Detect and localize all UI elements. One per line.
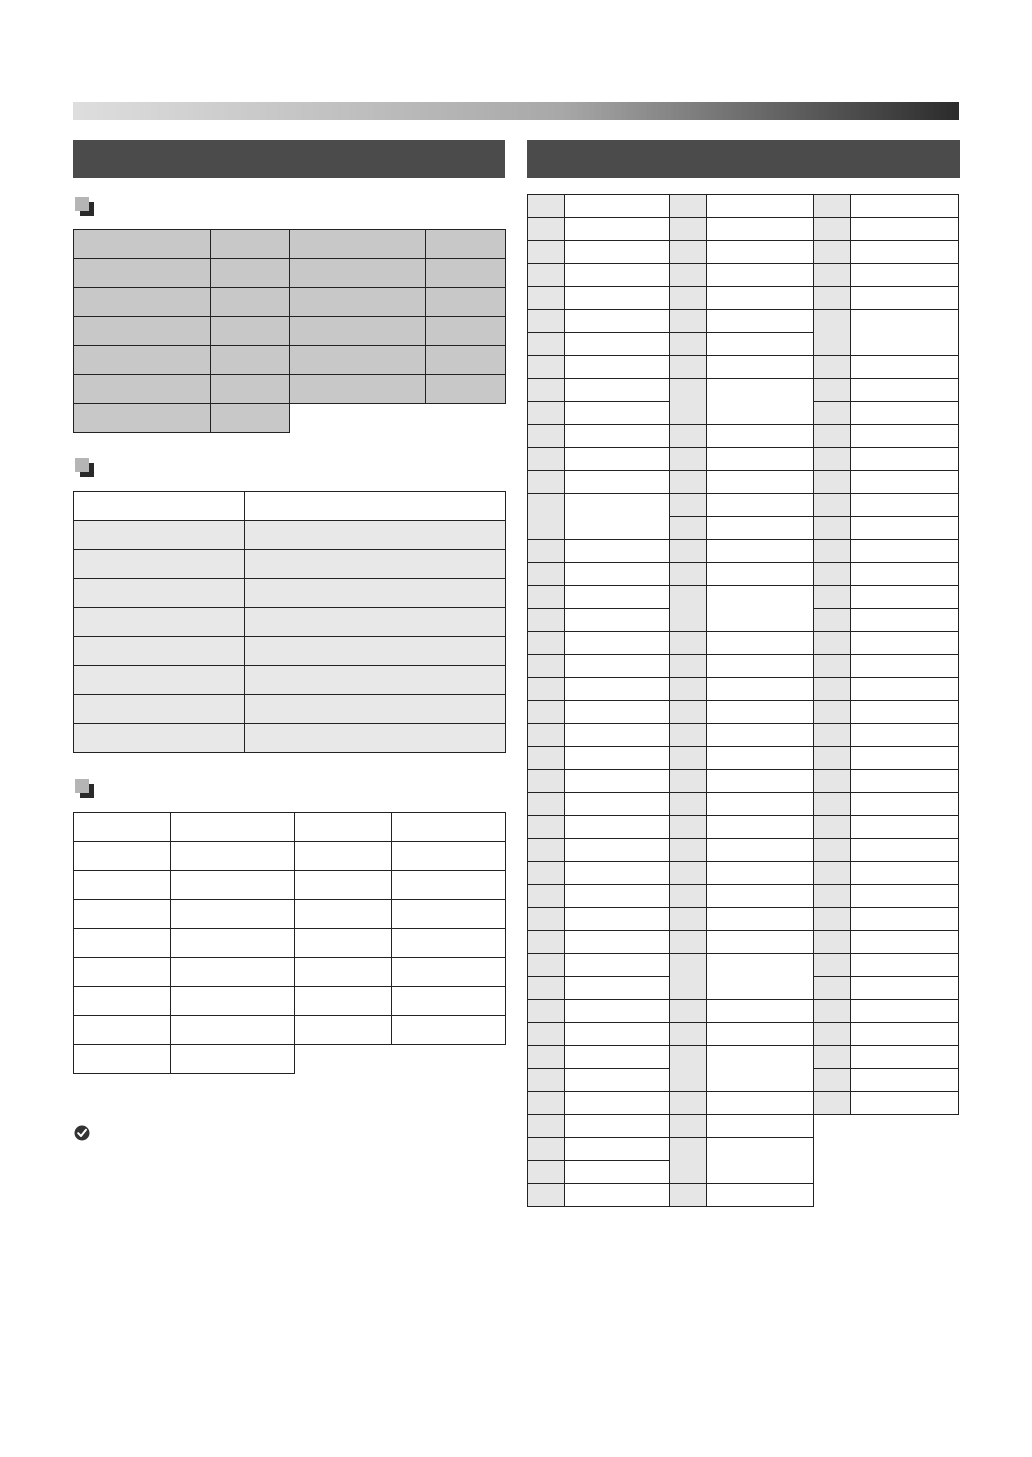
table-row	[528, 264, 959, 287]
table-row	[528, 563, 959, 586]
table-row	[74, 1016, 506, 1045]
table-row	[74, 871, 506, 900]
table-row	[74, 666, 506, 695]
table-row	[528, 747, 959, 770]
table-row	[528, 701, 959, 724]
table-row	[74, 492, 506, 521]
table-row	[528, 885, 959, 908]
table-row	[528, 862, 959, 885]
table-row	[528, 954, 959, 977]
table-row	[528, 770, 959, 793]
table-row	[74, 724, 506, 753]
table-row	[74, 987, 506, 1016]
gray-table	[73, 229, 506, 433]
table-row	[528, 540, 959, 563]
table-row	[528, 218, 959, 241]
table-row	[528, 1023, 959, 1046]
table-row	[74, 900, 506, 929]
table-row	[528, 586, 959, 609]
table-row	[74, 346, 506, 375]
table-row	[528, 1115, 959, 1138]
table-row	[528, 655, 959, 678]
table-row	[528, 839, 959, 862]
table-row	[74, 579, 506, 608]
table-row	[528, 379, 959, 402]
white-table	[73, 812, 506, 1074]
table-row	[74, 929, 506, 958]
table-row	[74, 521, 506, 550]
check-icon	[74, 1125, 90, 1141]
section-square-icon	[74, 457, 96, 477]
table-row	[528, 1138, 959, 1161]
section-square-icon	[74, 778, 96, 798]
table-row	[74, 958, 506, 987]
table-row	[74, 317, 506, 346]
table-row	[74, 813, 506, 842]
table-row	[528, 425, 959, 448]
table-row	[528, 931, 959, 954]
right-section-header	[527, 140, 960, 178]
table-row	[74, 259, 506, 288]
table-row	[528, 287, 959, 310]
table-row	[528, 448, 959, 471]
table-row	[528, 494, 959, 517]
table-row	[528, 1092, 959, 1115]
table-row	[74, 375, 506, 404]
table-row	[528, 908, 959, 931]
table-row	[528, 724, 959, 747]
table-row	[528, 678, 959, 701]
table-row	[528, 310, 959, 333]
table-row	[74, 404, 506, 433]
table-row	[528, 1000, 959, 1023]
table-row	[528, 241, 959, 264]
table-row	[74, 608, 506, 637]
right-grid-table	[527, 194, 959, 1207]
table-row	[528, 1184, 959, 1207]
light-table	[73, 491, 506, 753]
table-row	[74, 230, 506, 259]
top-gradient-bar	[73, 102, 959, 120]
table-row	[74, 695, 506, 724]
table-row	[74, 842, 506, 871]
table-row	[528, 356, 959, 379]
table-row	[528, 816, 959, 839]
table-row	[74, 288, 506, 317]
table-row	[528, 471, 959, 494]
table-row	[74, 550, 506, 579]
table-row	[74, 1045, 506, 1074]
table-row	[528, 632, 959, 655]
table-row	[528, 1046, 959, 1069]
section-square-icon	[74, 196, 96, 216]
table-row	[528, 195, 959, 218]
table-row	[74, 637, 506, 666]
left-section-header	[73, 140, 505, 178]
table-row	[528, 793, 959, 816]
